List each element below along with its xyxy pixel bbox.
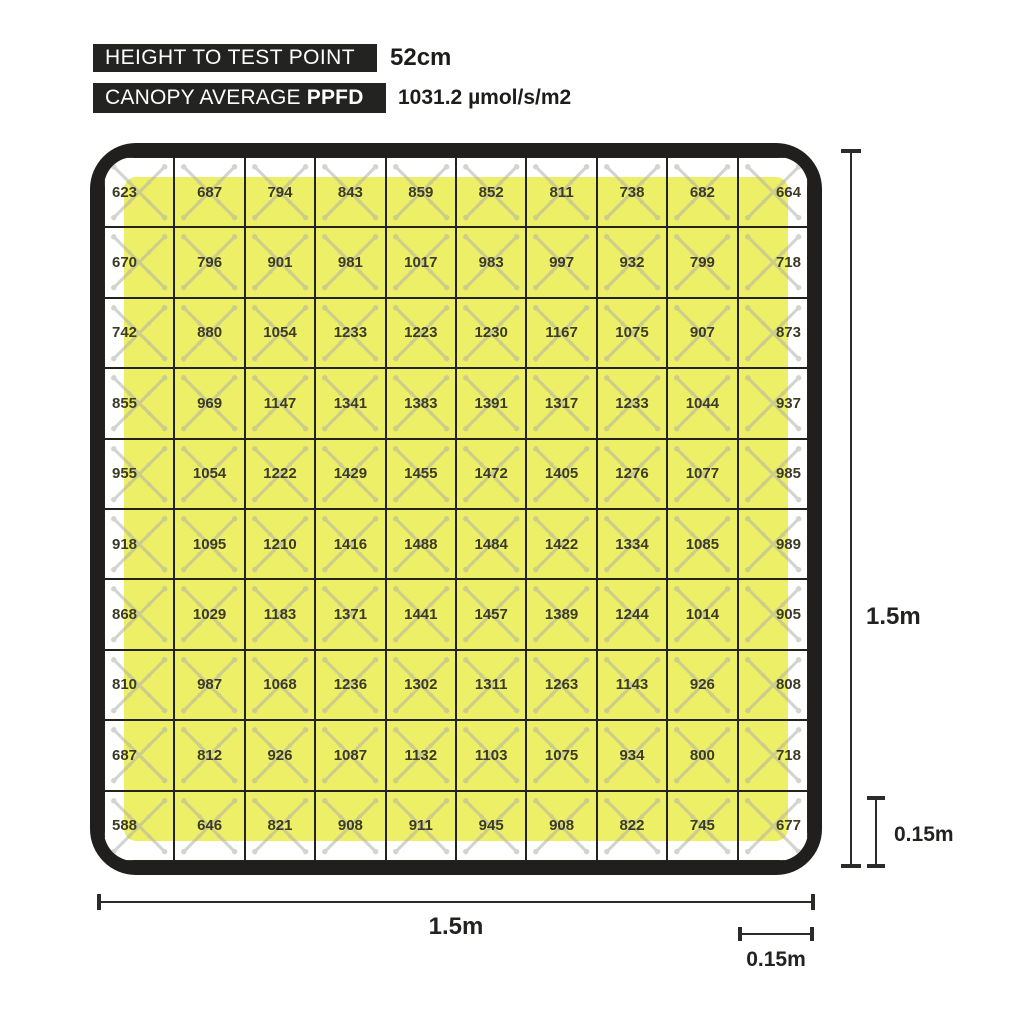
ppfd-cell [386, 298, 456, 368]
ppfd-cell-value: 811 [549, 183, 574, 201]
ppfd-cell [174, 298, 244, 368]
ppfd-cell-value: 1183 [263, 606, 297, 624]
ppfd-cell [174, 650, 244, 720]
ppfd-cell [245, 157, 315, 227]
height-to-test-point-label: HEIGHT TO TEST POINT [105, 46, 355, 69]
ppfd-cell-value: 810 [112, 676, 138, 694]
ppfd-cell-value: 1210 [263, 535, 297, 553]
ppfd-cell-value: 1263 [544, 676, 579, 694]
ppfd-cell [315, 509, 385, 579]
ppfd-cell [738, 368, 808, 438]
ppfd-cell-value: 852 [478, 183, 504, 201]
ppfd-cell [245, 720, 315, 790]
ppfd-cell [245, 227, 315, 297]
ppfd-cell-value: 1429 [333, 465, 368, 483]
ppfd-cell-value: 1276 [615, 465, 649, 483]
ppfd-cell-value: 821 [267, 817, 293, 835]
ppfd-cell-value: 799 [689, 254, 715, 272]
ppfd-cell-value: 1147 [263, 394, 297, 412]
ppfd-cell [386, 368, 456, 438]
ppfd-cell-value: 985 [775, 465, 801, 483]
ppfd-cell-value: 1167 [545, 324, 578, 342]
ppfd-cell-value: 873 [775, 324, 801, 342]
ppfd-cell [174, 509, 244, 579]
ppfd-cell [526, 157, 596, 227]
ppfd-cell [386, 439, 456, 509]
ppfd-cell [315, 720, 385, 790]
ppfd-cell-value: 1054 [192, 465, 227, 483]
ppfd-cell [315, 650, 385, 720]
ppfd-cell-value: 1222 [263, 465, 297, 483]
ppfd-cell-value: 987 [197, 676, 223, 694]
ppfd-cell [386, 157, 456, 227]
ppfd-cell [104, 157, 174, 227]
ppfd-cell [386, 720, 456, 790]
ppfd-cell-value: 623 [112, 183, 138, 201]
ppfd-cell-value: 1317 [544, 394, 579, 412]
ppfd-cell [738, 227, 808, 297]
ppfd-cell-value: 1405 [544, 465, 579, 483]
ppfd-cell-value: 1422 [544, 535, 579, 553]
ppfd-cell [667, 439, 737, 509]
ppfd-cell [526, 650, 596, 720]
ppfd-cell [104, 298, 174, 368]
ppfd-cell [315, 157, 385, 227]
ppfd-cell-value: 1103 [474, 746, 508, 764]
ppfd-cell [245, 439, 315, 509]
ppfd-cell-value: 926 [267, 746, 293, 764]
ppfd-cell-value: 796 [197, 254, 223, 272]
ppfd-cell-value: 926 [689, 676, 715, 694]
ppfd-cell-value: 1488 [404, 535, 438, 553]
ppfd-cell [315, 791, 385, 861]
ppfd-cell [597, 509, 667, 579]
ppfd-cell [738, 439, 808, 509]
ppfd-cell [174, 227, 244, 297]
ppfd-cell [456, 650, 526, 720]
ppfd-cell [245, 791, 315, 861]
ppfd-cell-value: 1389 [544, 606, 579, 624]
ppfd-cell [738, 157, 808, 227]
ppfd-cell [667, 298, 737, 368]
ppfd-cell-value: 934 [619, 746, 645, 764]
ppfd-cell [456, 791, 526, 861]
ppfd-cell [104, 650, 174, 720]
ppfd-cell-value: 997 [549, 254, 575, 272]
ppfd-cell [667, 791, 737, 861]
ppfd-cell-value: 1143 [615, 676, 649, 694]
ppfd-cell-value: 1054 [263, 324, 297, 342]
ppfd-cell-value: 945 [478, 817, 504, 835]
ppfd-cell [174, 579, 244, 649]
ppfd-cell-value: 1334 [615, 535, 649, 553]
ppfd-cell-value: 1236 [333, 676, 368, 694]
ppfd-cell-value: 800 [689, 746, 715, 764]
ppfd-cell [526, 439, 596, 509]
ppfd-cell [245, 579, 315, 649]
canopy-average-badge [93, 83, 386, 113]
ppfd-cell-value: 937 [775, 394, 801, 412]
ppfd-cell [667, 157, 737, 227]
ppfd-cell [456, 157, 526, 227]
ppfd-cell-value: 646 [197, 817, 223, 835]
ppfd-cell-value: 859 [408, 183, 434, 201]
height-to-test-point-value: 52cm [390, 44, 452, 71]
ppfd-cell-value: 664 [775, 183, 801, 201]
ppfd-cell-value: 682 [689, 183, 715, 201]
ppfd-cell-value: 1230 [474, 324, 508, 342]
ppfd-cell [386, 791, 456, 861]
ppfd-cell [597, 650, 667, 720]
ppfd-cell-value: 1302 [404, 676, 438, 694]
ppfd-cell-value: 738 [619, 183, 645, 201]
ppfd-cell-value: 868 [112, 606, 138, 624]
ppfd-cell [597, 157, 667, 227]
canopy-average-label: CANOPY AVERAGE [105, 86, 301, 109]
cell-width-dimension-label: 0.15m [746, 948, 806, 971]
ppfd-cell [597, 720, 667, 790]
ppfd-cell [104, 720, 174, 790]
ppfd-cell [738, 650, 808, 720]
ppfd-cell-value: 794 [267, 183, 293, 201]
ppfd-cell [526, 720, 596, 790]
ppfd-cell [315, 227, 385, 297]
ppfd-cell [174, 368, 244, 438]
ppfd-cell-value: 983 [478, 254, 504, 272]
ppfd-grid-board [90, 143, 822, 875]
ppfd-cell-value: 1087 [333, 746, 368, 764]
ppfd-cell-value: 1095 [192, 535, 227, 553]
cell-width-dimension-line [733, 926, 819, 944]
ppfd-cell [597, 298, 667, 368]
ppfd-cell [104, 509, 174, 579]
height-to-test-point-badge [93, 44, 377, 72]
height-dimension-label: 1.5m [866, 603, 921, 630]
ppfd-cell [597, 227, 667, 297]
ppfd-cell [456, 509, 526, 579]
ppfd-cell [315, 298, 385, 368]
ppfd-cell [386, 579, 456, 649]
ppfd-cell [104, 439, 174, 509]
ppfd-cell [174, 439, 244, 509]
ppfd-cell [245, 509, 315, 579]
ppfd-grid-area [104, 157, 808, 861]
ppfd-cell-value: 1472 [474, 465, 508, 483]
ppfd-cell [315, 439, 385, 509]
ppfd-cell [456, 298, 526, 368]
ppfd-cell-value: 969 [197, 394, 223, 412]
ppfd-cell [597, 439, 667, 509]
ppfd-cell-value: 808 [775, 676, 801, 694]
ppfd-cell [456, 227, 526, 297]
ppfd-cell [738, 720, 808, 790]
ppfd-cell-value: 901 [267, 254, 293, 272]
ppfd-cell-value: 1014 [685, 606, 720, 624]
ppfd-cell-value: 1017 [404, 254, 438, 272]
ppfd-cell [667, 509, 737, 579]
ppfd-cell-value: 677 [775, 817, 801, 835]
ppfd-cell [526, 509, 596, 579]
ppfd-cell-value: 908 [549, 817, 575, 835]
ppfd-cell [315, 579, 385, 649]
ppfd-cell [597, 791, 667, 861]
ppfd-cell-value: 981 [337, 254, 363, 272]
ppfd-cell-value: 1077 [685, 465, 720, 483]
ppfd-cell-value: 1233 [333, 324, 368, 342]
ppfd-cell-value: 880 [197, 324, 223, 342]
ppfd-cell-value: 1244 [615, 606, 649, 624]
ppfd-cell [526, 579, 596, 649]
ppfd-cell [245, 650, 315, 720]
ppfd-cell-value: 1223 [404, 324, 438, 342]
ppfd-cell-value: 918 [112, 535, 138, 553]
ppfd-cell-value: 687 [112, 746, 138, 764]
ppfd-cell [104, 368, 174, 438]
ppfd-cell [526, 298, 596, 368]
ppfd-cell [667, 368, 737, 438]
ppfd-cell-value: 745 [689, 817, 715, 835]
ppfd-cell [738, 298, 808, 368]
ppfd-cell [456, 368, 526, 438]
ppfd-cell [597, 368, 667, 438]
ppfd-cell [667, 579, 737, 649]
ppfd-cell-value: 908 [337, 817, 363, 835]
ppfd-cell [245, 368, 315, 438]
width-dimension-line [92, 893, 820, 913]
ppfd-cell-value: 1484 [474, 535, 508, 553]
ppfd-cell [526, 368, 596, 438]
ppfd-cell-value: 905 [775, 606, 801, 624]
ppfd-cell-value: 1416 [333, 535, 368, 553]
canopy-average-value: 1031.2 µmol/s/m2 [398, 86, 572, 109]
ppfd-cell-value: 588 [112, 817, 138, 835]
ppfd-cell-value: 742 [112, 324, 138, 342]
ppfd-cell [104, 791, 174, 861]
ppfd-cell-value: 1068 [263, 676, 297, 694]
ppfd-cell-value: 1075 [615, 324, 649, 342]
ppfd-cell-value: 911 [408, 817, 433, 835]
ppfd-cell-value: 1383 [404, 394, 438, 412]
ppfd-cell [386, 650, 456, 720]
ppfd-cell [386, 509, 456, 579]
ppfd-cell-value: 1371 [333, 606, 368, 624]
ppfd-cell [456, 579, 526, 649]
ppfd-cell [738, 509, 808, 579]
ppfd-cell [104, 227, 174, 297]
ppfd-cell-value: 1455 [404, 465, 438, 483]
cell-height-dimension-line [862, 794, 890, 870]
ppfd-cell [245, 298, 315, 368]
height-dimension-line [838, 146, 866, 870]
ppfd-cell-value: 855 [112, 394, 138, 412]
ppfd-cell-value: 670 [112, 254, 138, 272]
ppfd-cell [315, 368, 385, 438]
width-dimension-label: 1.5m [428, 913, 484, 940]
ppfd-cell [667, 720, 737, 790]
ppfd-cell-value: 1044 [685, 394, 720, 412]
ppfd-cell [597, 579, 667, 649]
ppfd-cell-value: 907 [689, 324, 715, 342]
ppfd-cell [667, 650, 737, 720]
ppfd-cell [174, 157, 244, 227]
ppfd-cell-value: 1075 [544, 746, 579, 764]
ppfd-label: PPFD [306, 86, 364, 109]
ppfd-cell-value: 1311 [474, 676, 508, 694]
ppfd-cell-value: 955 [112, 465, 138, 483]
cell-height-dimension-label: 0.15m [894, 823, 954, 846]
ppfd-cell [456, 720, 526, 790]
ppfd-cell-value: 1457 [474, 606, 508, 624]
ppfd-cell-value: 822 [619, 817, 645, 835]
ppfd-cell-value: 1391 [474, 394, 508, 412]
ppfd-cell [174, 720, 244, 790]
ppfd-cell-value: 1132 [404, 746, 438, 764]
ppfd-cell-value: 1341 [333, 394, 368, 412]
ppfd-cell-value: 1029 [192, 606, 227, 624]
ppfd-cell [738, 579, 808, 649]
ppfd-cell-value: 1441 [404, 606, 438, 624]
ppfd-cell-value: 718 [775, 254, 801, 272]
ppfd-cell [104, 579, 174, 649]
ppfd-cell [667, 227, 737, 297]
ppfd-cell [174, 791, 244, 861]
ppfd-cell-value: 989 [775, 535, 801, 553]
ppfd-cell [526, 791, 596, 861]
ppfd-cell-value: 687 [197, 183, 223, 201]
ppfd-cell [738, 791, 808, 861]
ppfd-cell-value: 843 [337, 183, 363, 201]
ppfd-cell-value: 812 [197, 746, 223, 764]
ppfd-cell-value: 1085 [685, 535, 720, 553]
ppfd-grid [104, 157, 808, 861]
ppfd-cell [386, 227, 456, 297]
ppfd-cell-value: 718 [775, 746, 801, 764]
ppfd-cell-value: 932 [619, 254, 645, 272]
ppfd-cell-value: 1233 [615, 394, 649, 412]
ppfd-cell [456, 439, 526, 509]
ppfd-cell [526, 227, 596, 297]
